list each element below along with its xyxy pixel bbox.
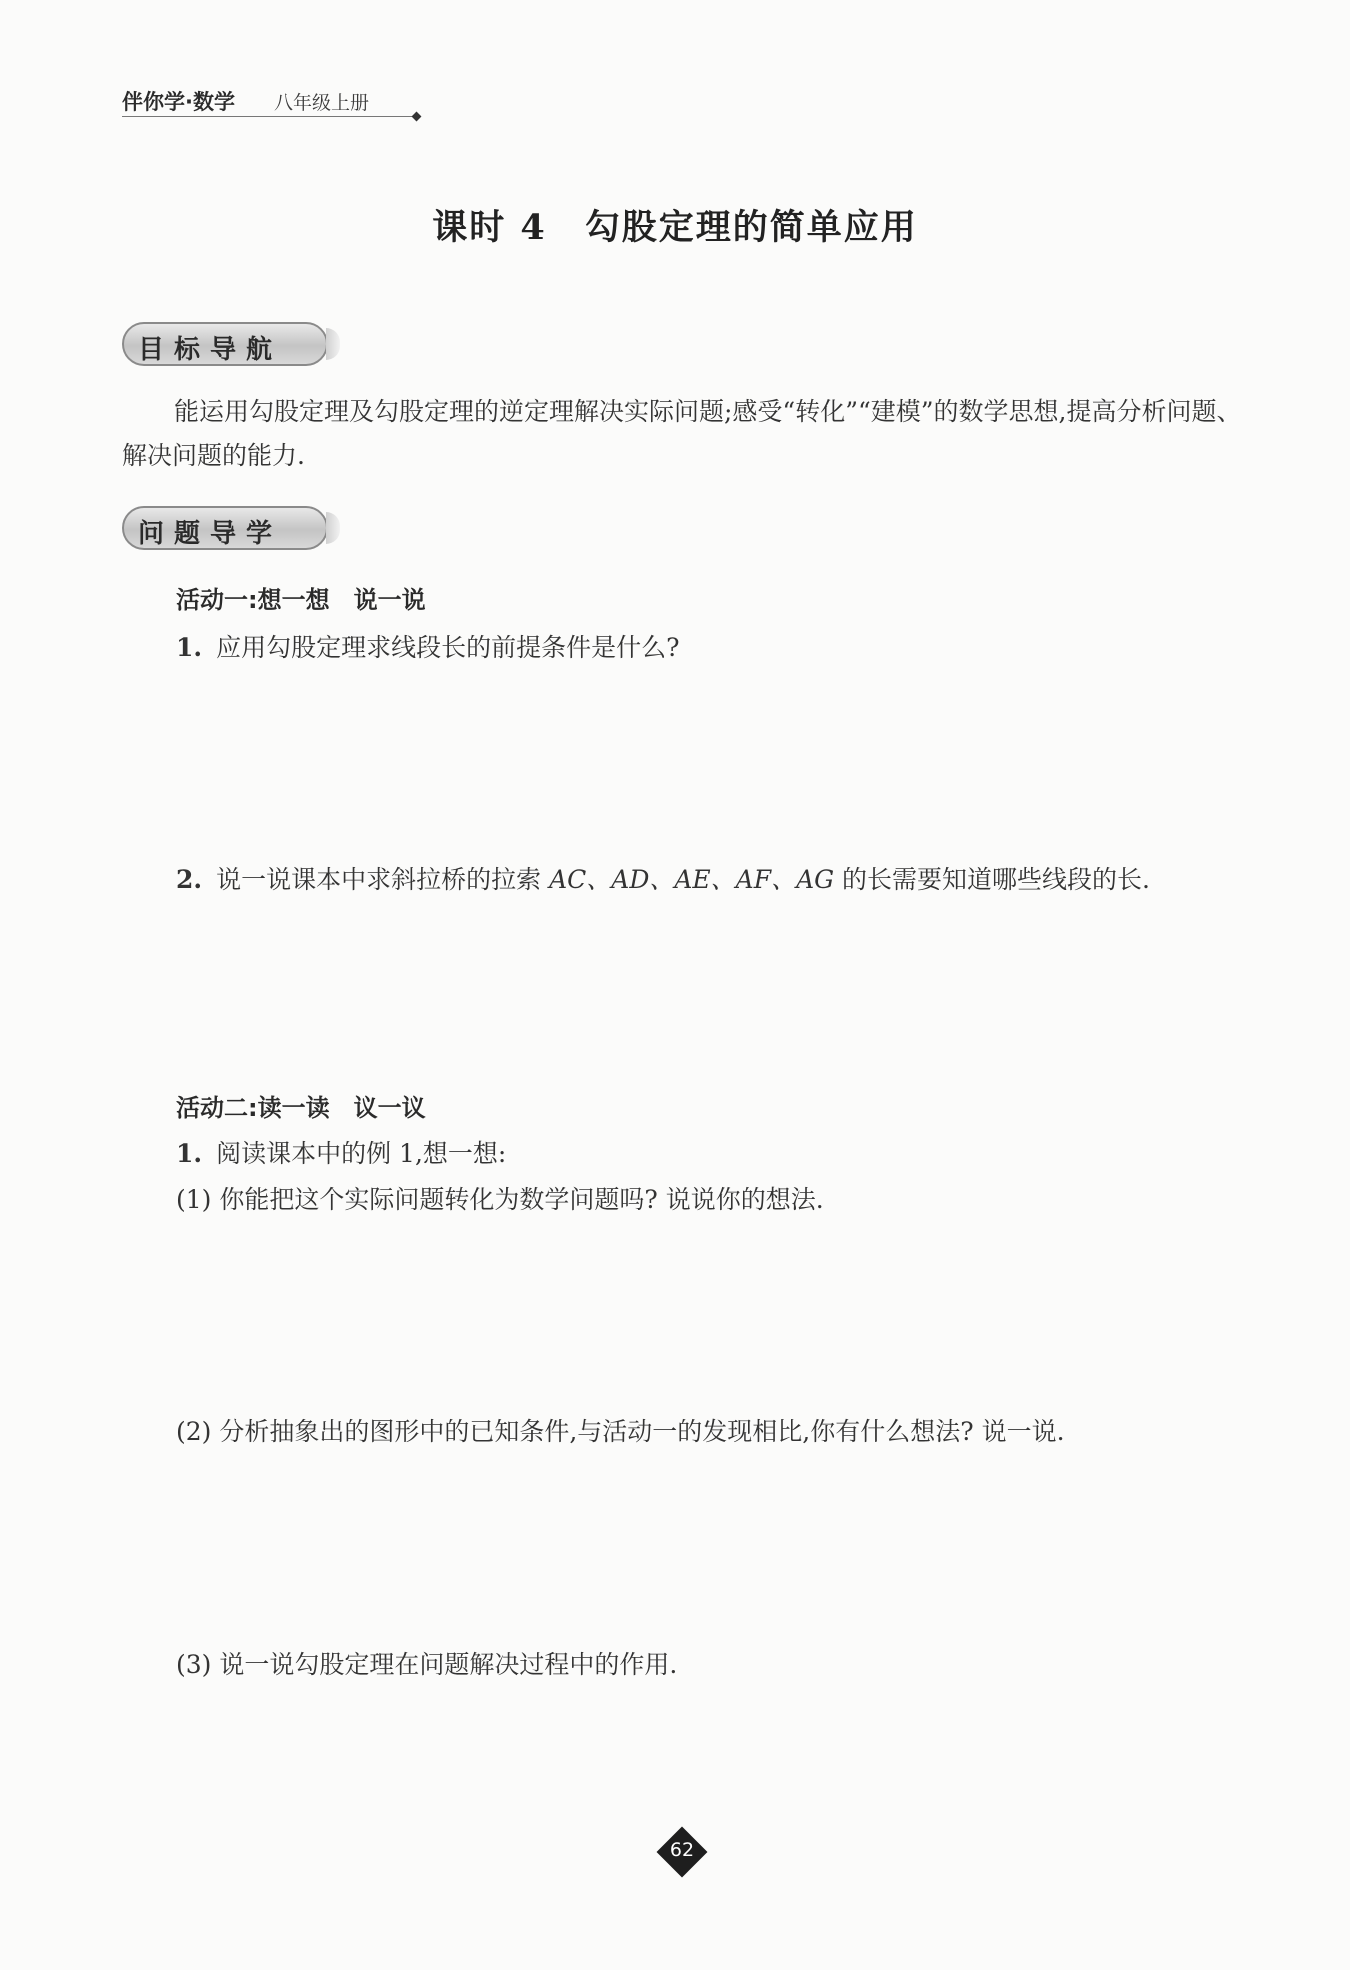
grade-label: 八年级上册 — [274, 92, 370, 114]
activity-1-title: 活动一:想一想 说一说 — [176, 586, 426, 614]
activity-2-title: 活动二:读一读 议一议 — [176, 1094, 426, 1122]
section-tab-label: 目标导航 — [138, 335, 283, 365]
lesson-title — [0, 200, 1350, 250]
diamond-icon — [412, 112, 422, 122]
section-tab-label: 问题导学 — [138, 519, 283, 549]
question-text: 应用勾股定理求线段长的前提条件是什么? — [216, 633, 680, 662]
book-title: 伴你学·数学 — [122, 90, 235, 114]
page-number: 62 — [669, 1839, 695, 1861]
sub-question-2: (2) 分析抽象出的图形中的已知条件,与活动一的发现相比,你有什么想法? 说一说. — [176, 1417, 1065, 1446]
page-number-badge — [658, 1828, 706, 1876]
question-number: 2. — [176, 865, 203, 894]
question-number: 1. — [176, 633, 203, 662]
question-2 — [176, 860, 1150, 896]
question-1 — [176, 628, 680, 664]
question-text-end: 的长需要知道哪些线段的长. — [842, 865, 1150, 894]
activity-2-question-1 — [176, 1134, 506, 1170]
goals-text: 能运用勾股定理及勾股定理的逆定理解决实际问题;感受“转化”“建模”的数学思想,提高分析问题、解决问题的能力. — [122, 397, 1242, 470]
question-text: 说一说课本中求斜拉桥的拉索 — [216, 865, 542, 894]
header-rule — [122, 116, 412, 117]
section-tab-goals — [122, 322, 328, 366]
sub-question-1: (1) 你能把这个实际问题转化为数学问题吗? 说说你的想法. — [176, 1185, 824, 1214]
running-header — [122, 86, 422, 122]
section-tab-questions — [122, 506, 328, 550]
goals-paragraph — [122, 390, 1242, 478]
question-text: 阅读课本中的例 1,想一想: — [216, 1139, 507, 1168]
lesson-number: 课时 4 — [432, 207, 547, 248]
question-number: 1. — [176, 1139, 203, 1168]
sub-question-3: (3) 说一说勾股定理在问题解决过程中的作用. — [176, 1650, 678, 1679]
lesson-name: 勾股定理的简单应用 — [584, 207, 918, 248]
segment-names: AC、AD、AE、AF、AG — [549, 865, 835, 894]
